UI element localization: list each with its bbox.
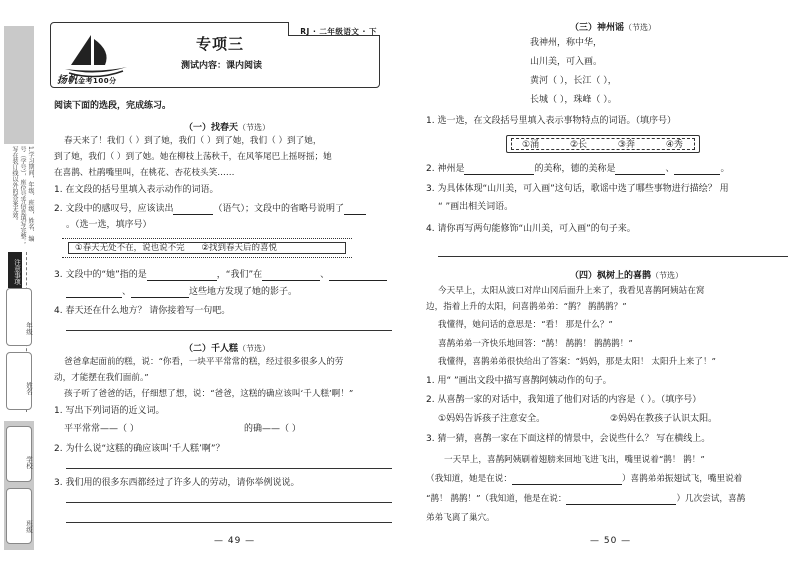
section-3-title: （三）神州谣（节选）: [570, 23, 657, 33]
shenzhou-blank[interactable]: [464, 165, 534, 175]
word-1: ①涌: [522, 140, 540, 150]
sec4-para-1: 今天早上，太阳从波口对岸山冈后面升上来了，我看见喜鹊阿姨站在窝: [438, 286, 705, 296]
sec4-q2-option-1: ①妈妈告诉孩子注意安全。: [438, 414, 546, 424]
sec4-para-8: “鹊！ 鹊鹊！”（我知道，他是在说： ）几次尝试，喜鹊: [426, 494, 746, 504]
tone-blank[interactable]: [173, 205, 213, 215]
word-4: ④秀: [665, 140, 683, 150]
sec2-para-1: 爸爸拿起面前的糕，说：“你看，一块平平常常的糕，经过很多很多人的劳: [64, 357, 344, 367]
sec4-para-6: 一天早上，喜鹊阿姨刷着翅膀来回地飞进飞出，嘴里说着“鹊！ 鹊！”: [444, 455, 705, 465]
name-label: 姓名: [25, 382, 33, 395]
notice-tag: 注意事项: [8, 252, 22, 288]
sec3-question-2: 2. 神州是 的美称，德的美称是 、 。: [426, 164, 730, 174]
sec1-question-2: 2. 文段中的感叹号，应该读出 （语气）；文段中的省略号说明了: [54, 204, 366, 215]
sec3-question-4: 4. 请你再写两句能修饰“山川美，可入画”的句子来。: [426, 224, 636, 234]
she-blank[interactable]: [147, 271, 217, 281]
sec2-q3-answer-line-1[interactable]: [66, 502, 392, 503]
grade-tab: RJ · 二年级语文 · 下: [300, 27, 377, 36]
place-blank-2[interactable]: [329, 271, 387, 281]
place-blank-3[interactable]: [66, 288, 122, 298]
page-50: [420, 0, 796, 566]
page-number: — 50 —: [590, 536, 632, 546]
poem-line-1: 我神州，称中华，: [530, 38, 603, 48]
place-blank-4[interactable]: [131, 288, 189, 298]
sec4-para-5: 我懂得，喜鹊弟弟很快给出了答案：“妈妈，那是太阳！ 太阳升上来了！”: [438, 357, 716, 367]
section-1-title: （一）找春天（节选）: [184, 123, 271, 133]
sec1-question-2-tail: 。（选一选，填序号）: [66, 220, 152, 230]
section-4-title: （四）枫树上的喜鹊（节选）: [570, 271, 684, 281]
synonym-1[interactable]: 平平常常——（ ）: [64, 424, 139, 434]
sec2-q3-answer-line-2[interactable]: [66, 522, 392, 523]
sec1-para-2: 到了她，我们（ ）到了她。她在柳枝上荡秋千，在风筝尾巴上摇呀摇；她: [54, 152, 332, 162]
sec1-question-1: 1. 在文段的括号里填入表示动作的词语。: [54, 185, 219, 195]
page-title: 专项三: [196, 35, 245, 53]
sec4-q2-option-2: ②妈妈在教孩子认识太阳。: [610, 414, 718, 424]
sec1-para-1: 春天来了！我们（ ）到了她，我们（ ）到了她，我们（ ）到了她，: [64, 136, 322, 146]
grade-label: 年级: [25, 322, 33, 335]
sec4-para-7: （我知道，她是在说： ）喜鹊弟弟振翅试飞，嘴里说着: [426, 474, 743, 484]
sec4-para-9: 弟弟飞离了巢穴。: [426, 513, 495, 523]
sec1-question-3: 3. 文段中的“她”指的是 ，“我们”在 、: [54, 270, 387, 281]
page-number: — 49 —: [214, 536, 256, 546]
place-blank-1[interactable]: [262, 271, 320, 281]
binding-strip: [4, 26, 38, 550]
synonym-2[interactable]: 的确——（ ）: [244, 424, 301, 434]
de-blank-2[interactable]: [674, 165, 720, 175]
poem-line-3: 黄河（ ），长江（ ），: [530, 76, 617, 86]
name-field[interactable]: [6, 352, 32, 410]
section-2-title: （二）千人糕（节选）: [184, 344, 271, 354]
sec1-para-3: 在喜鹊、杜鹃嘴里叫，在桃花、杏花枝头笑……: [54, 168, 235, 178]
strip-shade-top: [4, 26, 34, 144]
guess-blank-2[interactable]: [566, 495, 676, 505]
sec2-para-3: 孩子听了爸爸的话，仔细想了想，说：“爸爸，这糕的确应该叫‘千人糕’啊！”: [64, 389, 354, 399]
class-label: 班级: [25, 520, 33, 533]
page-subtitle: 测试内容：课内阅读: [181, 61, 263, 71]
brand-logo: 扬帆金考100分: [57, 75, 117, 86]
guess-blank-1[interactable]: [512, 475, 622, 485]
ellipsis-blank[interactable]: [344, 205, 366, 215]
sec2-q2-answer-line[interactable]: [66, 468, 392, 469]
instruction: 阅读下面的选段，完成练习。: [54, 101, 172, 111]
sec1-question-4: 4. 春天还在什么地方？ 请你接着写一句吧。: [54, 306, 231, 316]
sec3-question-1: 1. 选一选，在文段括号里填入表示事物特点的词语。（填序号）: [426, 116, 676, 126]
word-box: [506, 135, 700, 153]
sec2-question-2: 2. 为什么说“这糕的确应该叫‘千人糕’啊”？: [54, 444, 225, 454]
word-3: ③奔: [617, 140, 635, 150]
sec4-question-3: 3. 猜一猜，喜鹊一家在下面这样的情景中，会说些什么？ 写在横线上。: [426, 434, 711, 444]
school-field[interactable]: [6, 426, 32, 482]
class-field[interactable]: [6, 488, 32, 544]
word-2: ②长: [569, 140, 588, 150]
option-1: ①春天无处不在，说也说不完: [75, 243, 185, 253]
sec2-question-3: 3. 我们用的很多东西都经过了许多人的劳动，请你举例说说。: [54, 478, 300, 488]
sec2-question-1: 1. 写出下列词语的近义词。: [54, 406, 165, 416]
sec1-answer-line[interactable]: [66, 330, 392, 331]
sec4-question-1: 1. 用“ ”画出文段中描写喜鹊阿姨动作的句子。: [426, 376, 612, 386]
school-label: 学校: [25, 456, 33, 469]
sec4-para-4: 喜鹊弟弟一齐快乐地回答：“鹊！ 鹊鹊！ 鹊鹊鹊！”: [438, 339, 633, 349]
page-49: [44, 0, 412, 566]
sec3-question-3: 3. 为具体体现“山川美，可入画”这句话，歌谣中选了哪些事物进行描绘？ 用: [426, 184, 729, 194]
sec4-question-2: 2. 从喜鹊一家的对话中，我知道了他们对话的内容是（ ）。（填序号）: [426, 395, 702, 405]
sec4-para-3: 我懂得，她问话的意思是：“看！ 那是什么？”: [438, 320, 613, 330]
sec3-question-3-tail: “ ”画出相关词语。: [438, 202, 514, 212]
sec1-question-3-cont: 、 这些地方发现了她的影子。: [66, 287, 297, 298]
de-blank-1[interactable]: [615, 165, 665, 175]
grade-field[interactable]: [6, 288, 32, 346]
notice-text: 1.学习期间，年级、班级，姓名、编号（学号），座位号等信息填写完整；写在装订线以外的答案无效。: [11, 146, 34, 245]
poem-line-2: 山川美，可入画。: [530, 57, 603, 67]
header-box: [50, 22, 380, 88]
option-2: ②找到春天后的喜悦: [201, 243, 277, 253]
sec4-para-2: 边，指着上升的太阳，问喜鹊弟弟：“鹊？ 鹊鹊鹊？”: [426, 302, 627, 312]
sec2-para-2: 动，才能摆在我们面前。”: [54, 373, 149, 383]
poem-line-4: 长城（ ），珠峰（ ）。: [530, 95, 617, 105]
sec1-options: [62, 238, 352, 258]
sec3-answer-line[interactable]: [438, 256, 788, 257]
